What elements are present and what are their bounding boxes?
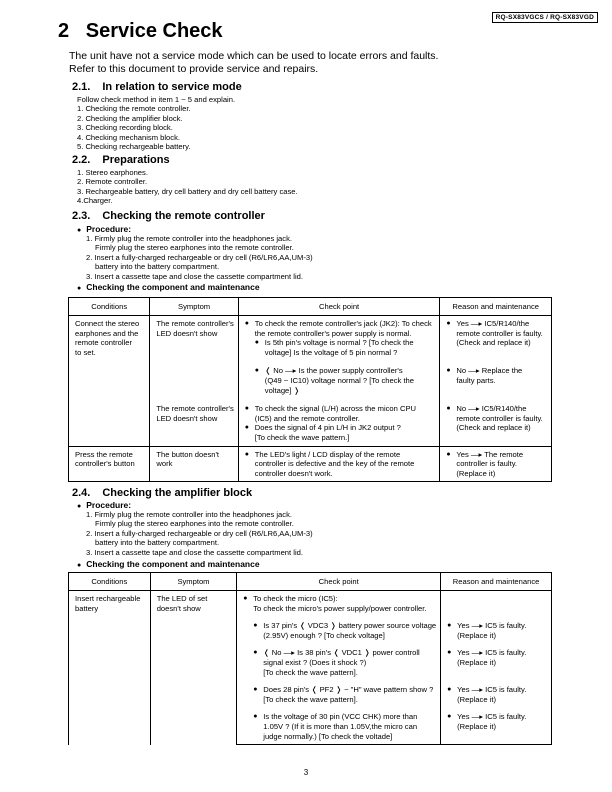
service-mode-list bbox=[77, 95, 235, 151]
checkpoint-cell: ● ❬ No —▸ Is the power supply controller's (Q49 ~ IC10) voltage normal ? [To check the voltage] ❭ bbox=[238, 360, 440, 398]
list-item: 2. Remote controller. bbox=[77, 177, 148, 187]
table-header: Reason and maintenance bbox=[440, 298, 552, 316]
table-row bbox=[69, 446, 552, 482]
checkpoint-cell: ● Is the voltage of 30 pin (VCC CHK) more than 1.05V ? (If it is more than 1.05V,the micro can judge normally.) [To check the voltade] bbox=[237, 707, 441, 744]
bullet-icon: ● bbox=[244, 405, 250, 413]
page-number: 3 bbox=[303, 768, 309, 777]
condition-cell: Connect the stereo earphones and the remote controller to set. bbox=[69, 316, 150, 399]
bullet-icon: ● bbox=[244, 320, 250, 327]
check-heading: ● Checking the component and maintenance bbox=[77, 282, 260, 292]
list-item: 3. Rechargeable battery, dry cell battery and dry cell battery case. bbox=[77, 186, 298, 196]
procedure-step: 3. Insert a cassette tape and close the cassette compartment lid. bbox=[86, 271, 303, 281]
table-row bbox=[69, 316, 552, 361]
bullet-icon: ● bbox=[447, 622, 452, 630]
preparations-list bbox=[77, 168, 298, 206]
procedure-step: 3. Insert a cassette tape and close the cassette compartment lid. bbox=[86, 547, 303, 557]
intro-line: The unit have not a service mode which can be used to locate errors and faults. bbox=[69, 50, 439, 62]
section-title: Service Check bbox=[85, 20, 223, 42]
procedure-step: battery into the battery compartment. bbox=[95, 538, 220, 548]
table-header: Reason and maintenance bbox=[441, 573, 552, 591]
checkpoint-cell: ● The LED's light / LCD display of the remote controller is defective and the key of the remote controller doesn't work. bbox=[238, 446, 440, 482]
bullet-icon: ● bbox=[446, 320, 451, 327]
table-row bbox=[69, 398, 552, 446]
procedure-step: Firmly plug the stereo earphones into the remote controller. bbox=[95, 243, 294, 253]
checkpoint-cell: ● Is 37 pin's ❬ VDC3 ❭ battery power source voltage (2.95V) enough ? [To check voltage] bbox=[237, 616, 441, 643]
remote-controller-table bbox=[68, 297, 552, 482]
bullet-icon: ● bbox=[447, 649, 452, 657]
list-item: 3. Checking recording block. bbox=[77, 123, 173, 133]
table-header-row bbox=[69, 573, 552, 591]
bullet-icon: ● bbox=[244, 424, 250, 432]
condition-cell bbox=[69, 398, 150, 446]
symptom-cell: The remote controller's LED doesn't show bbox=[150, 398, 238, 446]
check-heading: ● Checking the component and maintenance bbox=[77, 559, 260, 569]
list-item: 2. Checking the amplifier block. bbox=[77, 113, 183, 123]
list-item: 5. Checking rechargeable battery. bbox=[77, 142, 191, 152]
bullet-icon: ● bbox=[253, 649, 258, 657]
model-number-box: RQ-SX83VGCS / RQ-SX83VGD bbox=[492, 12, 598, 23]
section-number: 2 bbox=[58, 20, 70, 42]
heading-2-1: 2.1. In relation to service mode bbox=[72, 81, 242, 93]
bullet-icon: ● bbox=[244, 450, 250, 458]
bullet-icon: ● bbox=[446, 450, 451, 458]
procedure-heading: ● Procedure: bbox=[77, 224, 131, 234]
list-item: 4. Checking mechanism block. bbox=[77, 132, 180, 142]
procedure-step: 2. Insert a fully-charged rechargeable or dry cell (R6/LR6,AA,UM-3) bbox=[86, 252, 313, 262]
bullet-icon: ● bbox=[447, 686, 452, 694]
checkpoint-cell: ● Does 28 pin's ❬ PF2 ❭ ~ "H" wave pattern show ? [To check the wave pattern]. bbox=[237, 680, 441, 707]
table-header: Conditions bbox=[69, 573, 151, 591]
list-item: 1. Checking the remote controller. bbox=[77, 104, 191, 114]
list-item: Follow check method in item 1 ~ 5 and explain. bbox=[77, 95, 236, 104]
symptom-cell: The LED of set doesn't show bbox=[150, 591, 237, 745]
table-header: Check point bbox=[238, 298, 440, 316]
procedure-steps bbox=[86, 510, 313, 557]
checkpoint-cell: ● To check the signal (L/H) across the micon CPU (IC5) and the remote controller. ● Does the signal of 4 pin L/H in JK2 output ? [To check the wave pattern.] bbox=[238, 398, 440, 446]
procedure-step: battery into the battery compartment. bbox=[95, 262, 220, 272]
bullet-icon: ● bbox=[253, 622, 258, 630]
checkpoint-cell: ● ❬ No —▸ Is 38 pin's ❬ VDC1 ❭ power controll signal exist ? (Does it shock ?) [To check the wave pattern]. bbox=[237, 643, 441, 680]
condition-cell: Insert rechargeable battery bbox=[69, 591, 151, 745]
reason-cell: ● Yes —▸ IC5/R140/the remote controller is faulty. (Check and replace it) bbox=[440, 316, 552, 361]
table-header: Conditions bbox=[69, 298, 150, 316]
reason-cell: ● Yes —▸ IC5 is faulty. (Replace it) bbox=[441, 643, 552, 680]
bullet-icon: ● bbox=[254, 367, 260, 375]
checkpoint-cell: ● To check the micro (IC5): To check the micro's power supply/power controller. bbox=[237, 591, 441, 617]
procedure-heading: ● Procedure: bbox=[77, 500, 131, 510]
reason-cell: ● Yes —▸ The remote controller is faulty. (Replace it) bbox=[440, 446, 552, 482]
table-row bbox=[69, 591, 552, 617]
table-header: Symptom bbox=[150, 573, 237, 591]
list-item: 1. Stereo earphones. bbox=[77, 168, 148, 177]
bullet-icon: ● bbox=[446, 367, 451, 375]
procedure-steps bbox=[86, 234, 313, 281]
procedure-step: 1. Firmly plug the remote controller into the headphones jack. bbox=[86, 234, 292, 243]
procedure-step: 1. Firmly plug the remote controller into the headphones jack. bbox=[86, 510, 292, 519]
intro-text bbox=[69, 50, 438, 76]
reason-cell: ● No —▸ Replace the faulty parts. bbox=[440, 360, 552, 398]
reason-cell: ● Yes —▸ IC5 is faulty. (Replace it) bbox=[441, 680, 552, 707]
page-title bbox=[58, 20, 223, 43]
symptom-cell: The button doesn't work bbox=[150, 446, 238, 482]
reason-cell: ● No —▸ IC5/R140/the remote controller is faulty. (Check and replace it) bbox=[440, 398, 552, 446]
symptom-cell: The remote controller's LED doesn't show bbox=[150, 316, 238, 399]
reason-cell: ● Yes —▸ IC5 is faulty. (Replace it) bbox=[441, 616, 552, 643]
procedure-step: Firmly plug the stereo earphones into the remote controller. bbox=[95, 519, 294, 529]
heading-2-3: 2.3. Checking the remote controller bbox=[72, 210, 265, 222]
intro-line: Refer to this document to provide service and repairs. bbox=[69, 63, 319, 75]
bullet-icon: ● bbox=[447, 713, 452, 721]
heading-2-2: 2.2. Preparations bbox=[72, 154, 170, 166]
table-header: Symptom bbox=[150, 298, 238, 316]
checkpoint-cell: ● To check the remote controller's jack (JK2): To check the remote controller's power supply is normal. ● Is 5th pin's voltage is normal ? [To check the voltage] Is the voltage of 5 pin normal ? bbox=[238, 316, 440, 361]
amplifier-table bbox=[68, 572, 552, 745]
procedure-step: 2. Insert a fully-charged rechargeable or dry cell (R6/LR6,AA,UM-3) bbox=[86, 528, 313, 538]
table-header: Check point bbox=[237, 573, 441, 591]
heading-2-4: 2.4. Checking the amplifier block bbox=[72, 487, 253, 499]
reason-cell: ● Yes —▸ IC5 is faulty. (Replace it) bbox=[441, 707, 552, 744]
bullet-icon: ● bbox=[253, 713, 258, 721]
bullet-icon: ● bbox=[254, 339, 260, 347]
bullet-icon: ● bbox=[243, 595, 248, 602]
condition-cell: Press the remote controller's button bbox=[69, 446, 150, 482]
reason-cell bbox=[441, 591, 552, 617]
list-item: 4.Charger. bbox=[77, 196, 113, 206]
bullet-icon: ● bbox=[446, 405, 451, 413]
bullet-icon: ● bbox=[253, 686, 258, 694]
table-header-row bbox=[69, 298, 552, 316]
